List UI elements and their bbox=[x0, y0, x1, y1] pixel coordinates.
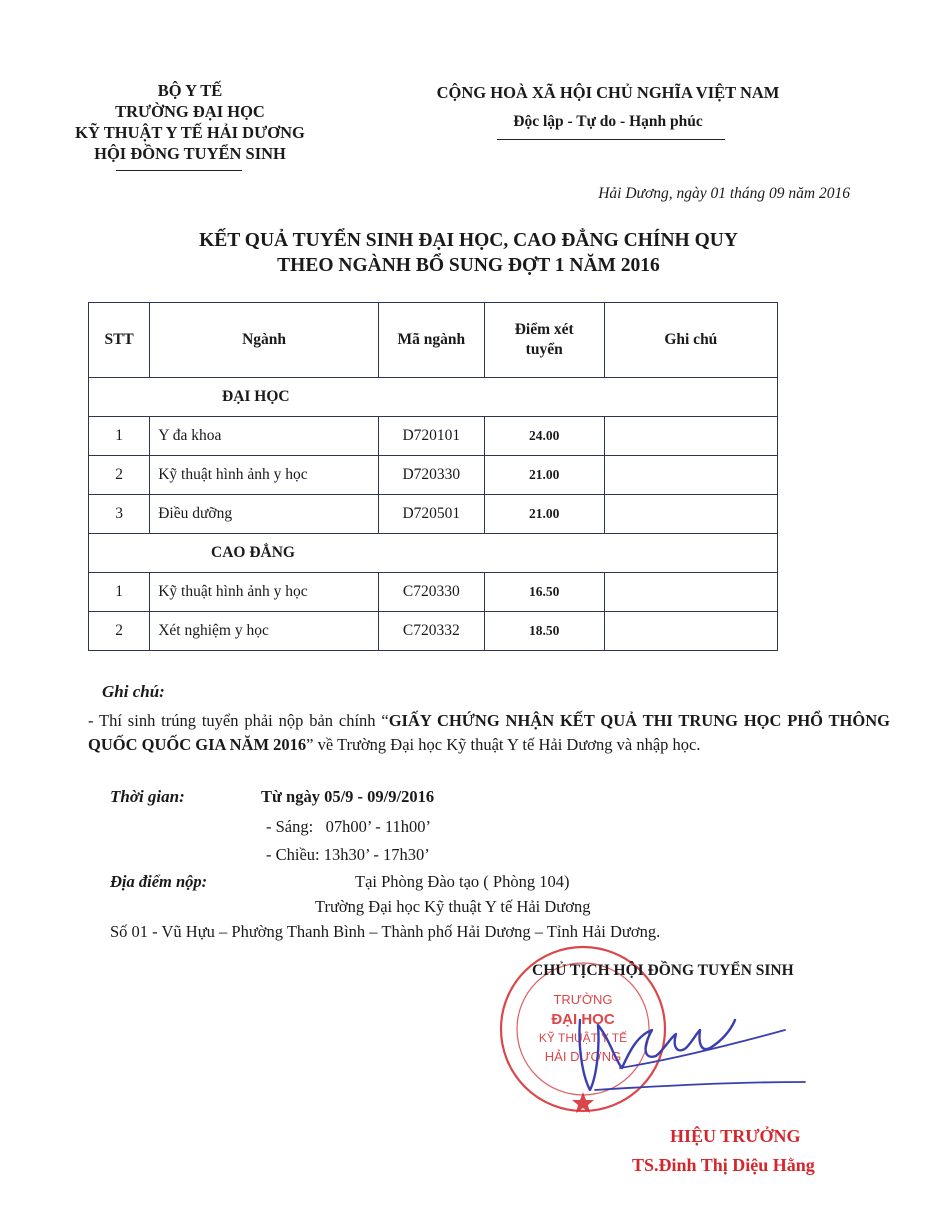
notes-text-highlight: GIẤY CHỨNG NHẬN KẾT QUẢ THI TRUNG HỌC PHỔ THÔNG QUỐC QUỐC GIA NĂM 2016 bbox=[88, 711, 890, 754]
table-row bbox=[89, 495, 778, 534]
header-score-line2: tuyển bbox=[525, 341, 563, 358]
admission-results-table bbox=[88, 302, 778, 651]
section-row-college bbox=[89, 534, 778, 573]
cell-score: 21.00 bbox=[484, 456, 604, 495]
cell-note bbox=[604, 612, 777, 651]
cell-score: 16.50 bbox=[484, 573, 604, 612]
cell-major: Kỹ thuật hình ảnh y học bbox=[150, 573, 379, 612]
cell-score: 18.50 bbox=[484, 612, 604, 651]
notes-paragraph bbox=[88, 709, 890, 757]
cell-stt: 3 bbox=[89, 495, 150, 534]
schedule-label: Thời gian: bbox=[110, 787, 185, 806]
cell-major: Y đa khoa bbox=[150, 417, 379, 456]
school-name-line2: KỸ THUẬT Y TẾ HẢI DƯƠNG bbox=[75, 123, 305, 142]
schedule-morning: - Sáng: 07h00’ - 11h00’ bbox=[266, 817, 431, 836]
svg-text:TRƯỜNG: TRƯỜNG bbox=[553, 992, 613, 1007]
signature-mark bbox=[560, 990, 820, 1100]
cell-stt: 2 bbox=[89, 456, 150, 495]
cell-stt: 2 bbox=[89, 612, 150, 651]
schedule-range: Từ ngày 05/9 - 09/9/2016 bbox=[261, 787, 435, 806]
cell-major: Kỹ thuật hình ảnh y học bbox=[150, 456, 379, 495]
cell-note bbox=[604, 417, 777, 456]
location-label: Địa điểm nộp: bbox=[110, 872, 208, 891]
cell-code: D720330 bbox=[378, 456, 484, 495]
section-row-university bbox=[89, 378, 778, 417]
title-line2: THEO NGÀNH BỔ SUNG ĐỢT 1 NĂM 2016 bbox=[277, 255, 660, 276]
header-score-line1: Điểm xét bbox=[514, 321, 574, 338]
cell-code: C720332 bbox=[378, 612, 484, 651]
principal-title: HIỆU TRƯỞNG bbox=[670, 1126, 801, 1146]
table-row bbox=[89, 417, 778, 456]
cell-note bbox=[604, 495, 777, 534]
cell-major: Điều dưỡng bbox=[150, 495, 379, 534]
cell-stt: 1 bbox=[89, 573, 150, 612]
location-line3: Số 01 - Vũ Hựu – Phường Thanh Bình – Thành phố Hải Dương – Tỉnh Hải Dương. bbox=[110, 922, 661, 941]
table-row bbox=[89, 573, 778, 612]
school-name-line1: TRƯỜNG ĐẠI HỌC bbox=[115, 102, 265, 121]
cell-score: 21.00 bbox=[484, 495, 604, 534]
cell-code: C720330 bbox=[378, 573, 484, 612]
document-date: Hải Dương, ngày 01 tháng 09 năm 2016 bbox=[598, 185, 850, 202]
ministry-name: BỘ Y TẾ bbox=[157, 81, 223, 100]
table-row bbox=[89, 456, 778, 495]
header-score bbox=[484, 303, 604, 378]
section-label-college: CAO ĐẲNG bbox=[89, 534, 778, 573]
header-left-underline bbox=[116, 170, 242, 171]
issuing-authority bbox=[40, 80, 340, 164]
table-row bbox=[89, 612, 778, 651]
chair-title: CHỦ TỊCH HỘI ĐỒNG TUYỂN SINH bbox=[532, 962, 794, 979]
table-header-row bbox=[89, 303, 778, 378]
cell-major: Xét nghiệm y học bbox=[150, 612, 379, 651]
header-code: Mã ngành bbox=[378, 303, 484, 378]
header-major: Ngành bbox=[150, 303, 379, 378]
national-motto: Độc lập - Tự do - Hạnh phúc bbox=[513, 113, 703, 130]
cell-note bbox=[604, 573, 777, 612]
notes-label: Ghi chú: bbox=[102, 682, 165, 701]
notes-text-before: - Thí sinh trúng tuyển phải nộp bản chính “ bbox=[88, 711, 389, 730]
header-right-underline bbox=[497, 139, 725, 140]
location-line2: Trường Đại học Kỹ thuật Y tế Hải Dương bbox=[315, 897, 591, 916]
cell-score: 24.00 bbox=[484, 417, 604, 456]
nation-name: CỘNG HOÀ XÃ HỘI CHỦ NGHĨA VIỆT NAM bbox=[436, 83, 780, 102]
council-name: HỘI ĐỒNG TUYỂN SINH bbox=[94, 144, 286, 163]
notes-text-after: ” về Trường Đại học Kỹ thuật Y tế Hải Dương và nhập học. bbox=[306, 735, 701, 754]
header-note: Ghi chú bbox=[604, 303, 777, 378]
location-line1: Tại Phòng Đào tạo ( Phòng 104) bbox=[355, 872, 570, 891]
section-label-university: ĐẠI HỌC bbox=[89, 378, 778, 417]
document-title bbox=[40, 228, 897, 278]
principal-name: TS.Đinh Thị Diệu Hằng bbox=[632, 1155, 815, 1175]
cell-code: D720101 bbox=[378, 417, 484, 456]
cell-note bbox=[604, 456, 777, 495]
cell-stt: 1 bbox=[89, 417, 150, 456]
cell-code: D720501 bbox=[378, 495, 484, 534]
svg-text:KỸ THUẬT Y TẾ: KỸ THUẬT Y TẾ bbox=[538, 1031, 628, 1045]
title-line1: KẾT QUẢ TUYỂN SINH ĐẠI HỌC, CAO ĐẲNG CHÍNH QUY bbox=[199, 230, 738, 251]
national-header bbox=[398, 83, 818, 131]
svg-text:HẢI DƯƠNG: HẢI DƯƠNG bbox=[544, 1049, 622, 1064]
header-stt: STT bbox=[89, 303, 150, 378]
schedule-afternoon: - Chiều: 13h30’ - 17h30’ bbox=[266, 845, 430, 864]
svg-text:ĐẠI HỌC: ĐẠI HỌC bbox=[551, 1011, 615, 1028]
